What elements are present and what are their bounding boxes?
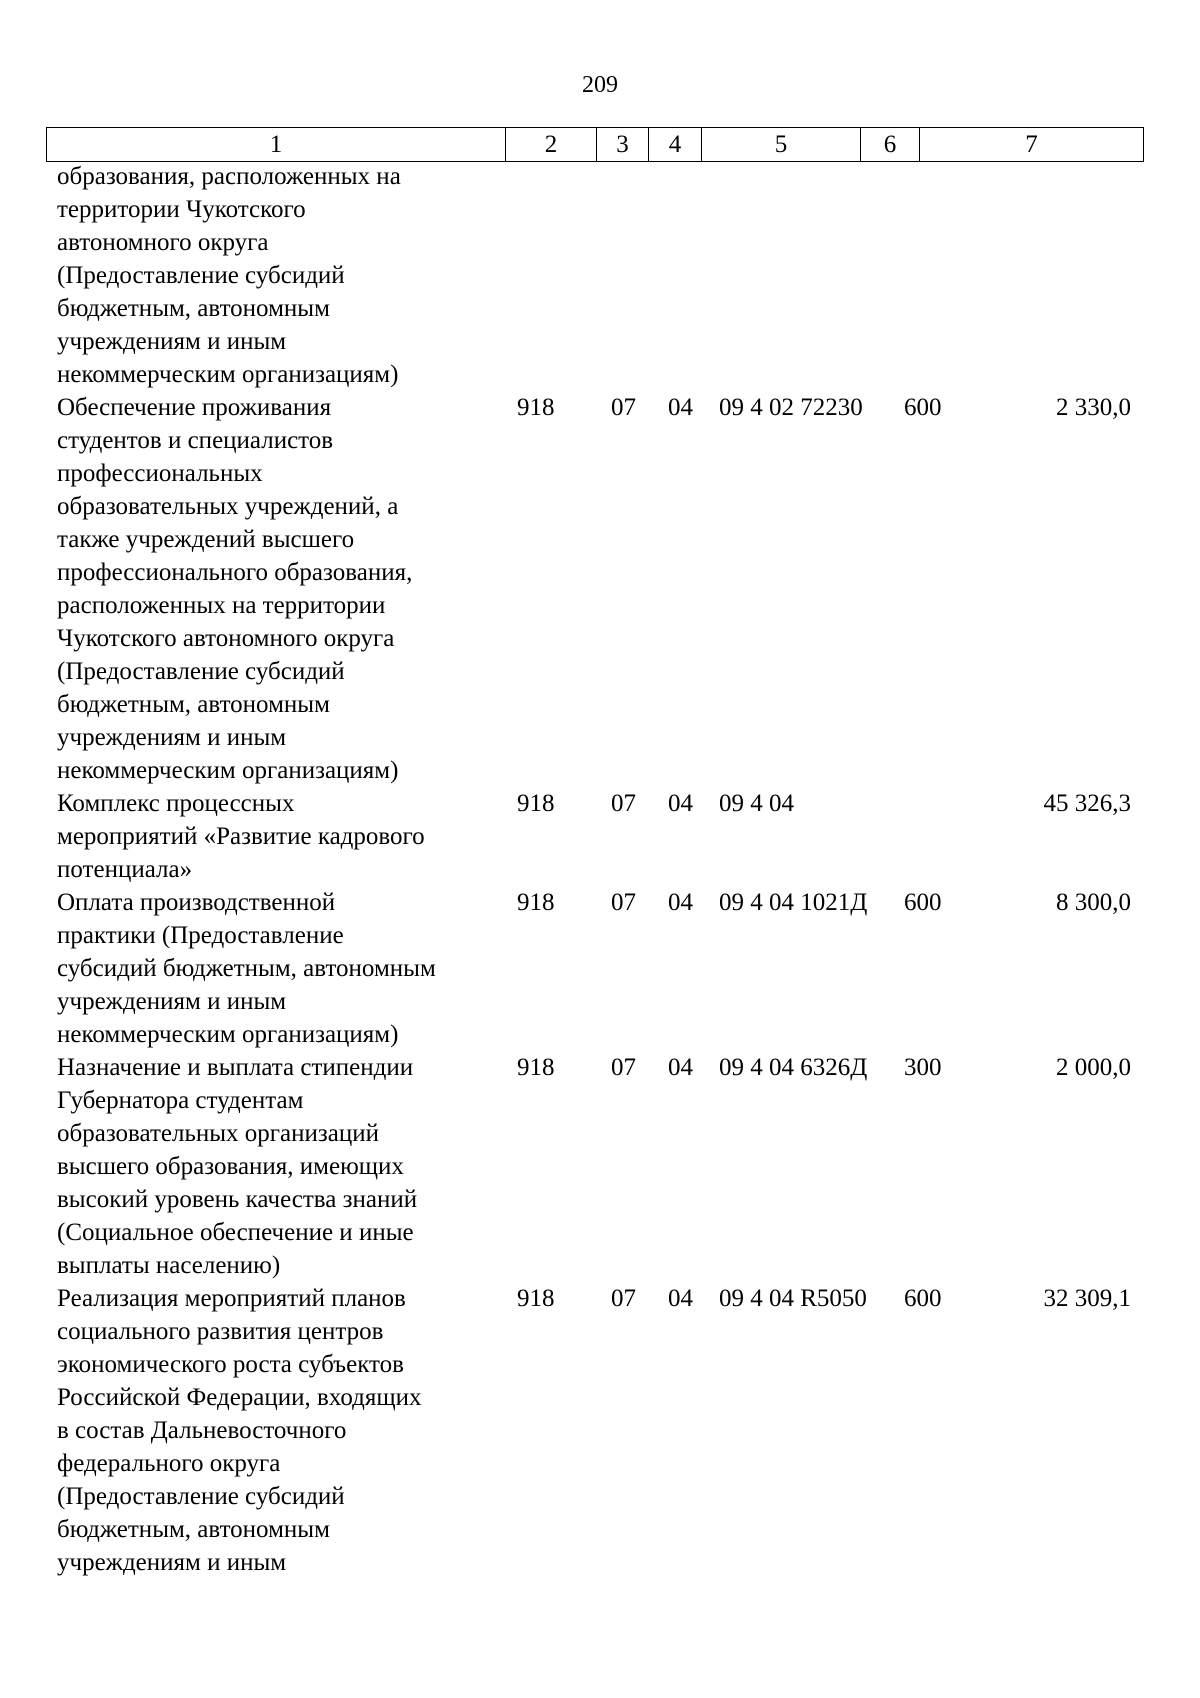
- row-amount: 45 326,3: [1043, 790, 1131, 817]
- row-ministry-code: 918: [517, 1285, 555, 1312]
- row-section-code: 07: [611, 889, 636, 916]
- row-ministry-code: 918: [517, 790, 555, 817]
- column-header-5: 5: [702, 128, 861, 162]
- row-description: Оплата производственной практики (Предоставление субсидий бюджетным, автономным учреждениям и иным некоммерческим организациям): [57, 889, 436, 1048]
- table-row: [46, 886, 1143, 1051]
- row-target-article: 09 4 04 1021Д: [719, 889, 868, 916]
- page-number: 209: [582, 72, 618, 98]
- table-header: [46, 127, 1144, 162]
- table-row: [46, 391, 1143, 787]
- row-section-code: 07: [611, 1285, 636, 1312]
- row-description: Назначение и выплата стипендии Губернатора студентам образовательных организаций высшего образования, имеющих высокий уровень качества знаний (Социальное обеспечение и иные выплаты населению): [57, 1054, 418, 1279]
- table-row: [46, 1051, 1143, 1282]
- row-description: Комплекс процессных мероприятий «Развитие кадрового потенциала»: [57, 790, 425, 883]
- row-expense-type: 600: [904, 394, 942, 421]
- row-subsection-code: 04: [668, 790, 693, 817]
- row-expense-type: 300: [904, 1054, 942, 1081]
- row-section-code: 07: [611, 394, 636, 421]
- row-ministry-code: 918: [517, 394, 555, 421]
- row-target-article: 09 4 04: [719, 790, 794, 817]
- row-expense-type: 600: [904, 889, 942, 916]
- row-target-article: 09 4 04 R5050: [719, 1285, 867, 1312]
- row-section-code: 07: [611, 1054, 636, 1081]
- column-header-3: 3: [597, 128, 649, 162]
- row-target-article: 09 4 02 72230: [719, 394, 863, 421]
- row-amount: 2 000,0: [1056, 1054, 1131, 1081]
- row-description: Реализация мероприятий планов социального развития центров экономического роста субъектов Российской Федерации, входящих в состав Дальневосточного федерального округа (Предоставление субсидий бюджетным, автономным учреждениям и иным: [57, 1285, 422, 1576]
- row-amount: 32 309,1: [1043, 1285, 1131, 1312]
- column-header-4: 4: [649, 128, 702, 162]
- column-header-1: 1: [47, 128, 506, 162]
- row-amount: 2 330,0: [1056, 394, 1131, 421]
- table-body: [46, 160, 1143, 1579]
- row-description: Обеспечение проживания студентов и специалистов профессиональных образовательных учреждений, а также учреждений высшего профессионального образования, расположенных на территории Чукотского автономного округа (Предоставление субсидий бюджетным, автономным учреждениям и иным некоммерческим организациям): [57, 394, 413, 784]
- table-row: [46, 1282, 1143, 1579]
- row-subsection-code: 04: [668, 394, 693, 421]
- column-header-6: 6: [861, 128, 920, 162]
- column-header-7: 7: [920, 128, 1144, 162]
- table-row: [46, 160, 1143, 391]
- row-ministry-code: 918: [517, 889, 555, 916]
- row-subsection-code: 04: [668, 889, 693, 916]
- row-description: образования, расположенных на территории Чукотского автономного округа (Предоставление субсидий бюджетным, автономным учреждениям и иным некоммерческим организациям): [57, 163, 401, 388]
- row-section-code: 07: [611, 790, 636, 817]
- row-amount: 8 300,0: [1056, 889, 1131, 916]
- row-ministry-code: 918: [517, 1054, 555, 1081]
- table-row: [46, 787, 1143, 886]
- row-target-article: 09 4 04 6326Д: [719, 1054, 868, 1081]
- row-subsection-code: 04: [668, 1285, 693, 1312]
- row-expense-type: 600: [904, 1285, 942, 1312]
- row-subsection-code: 04: [668, 1054, 693, 1081]
- column-header-2: 2: [506, 128, 597, 162]
